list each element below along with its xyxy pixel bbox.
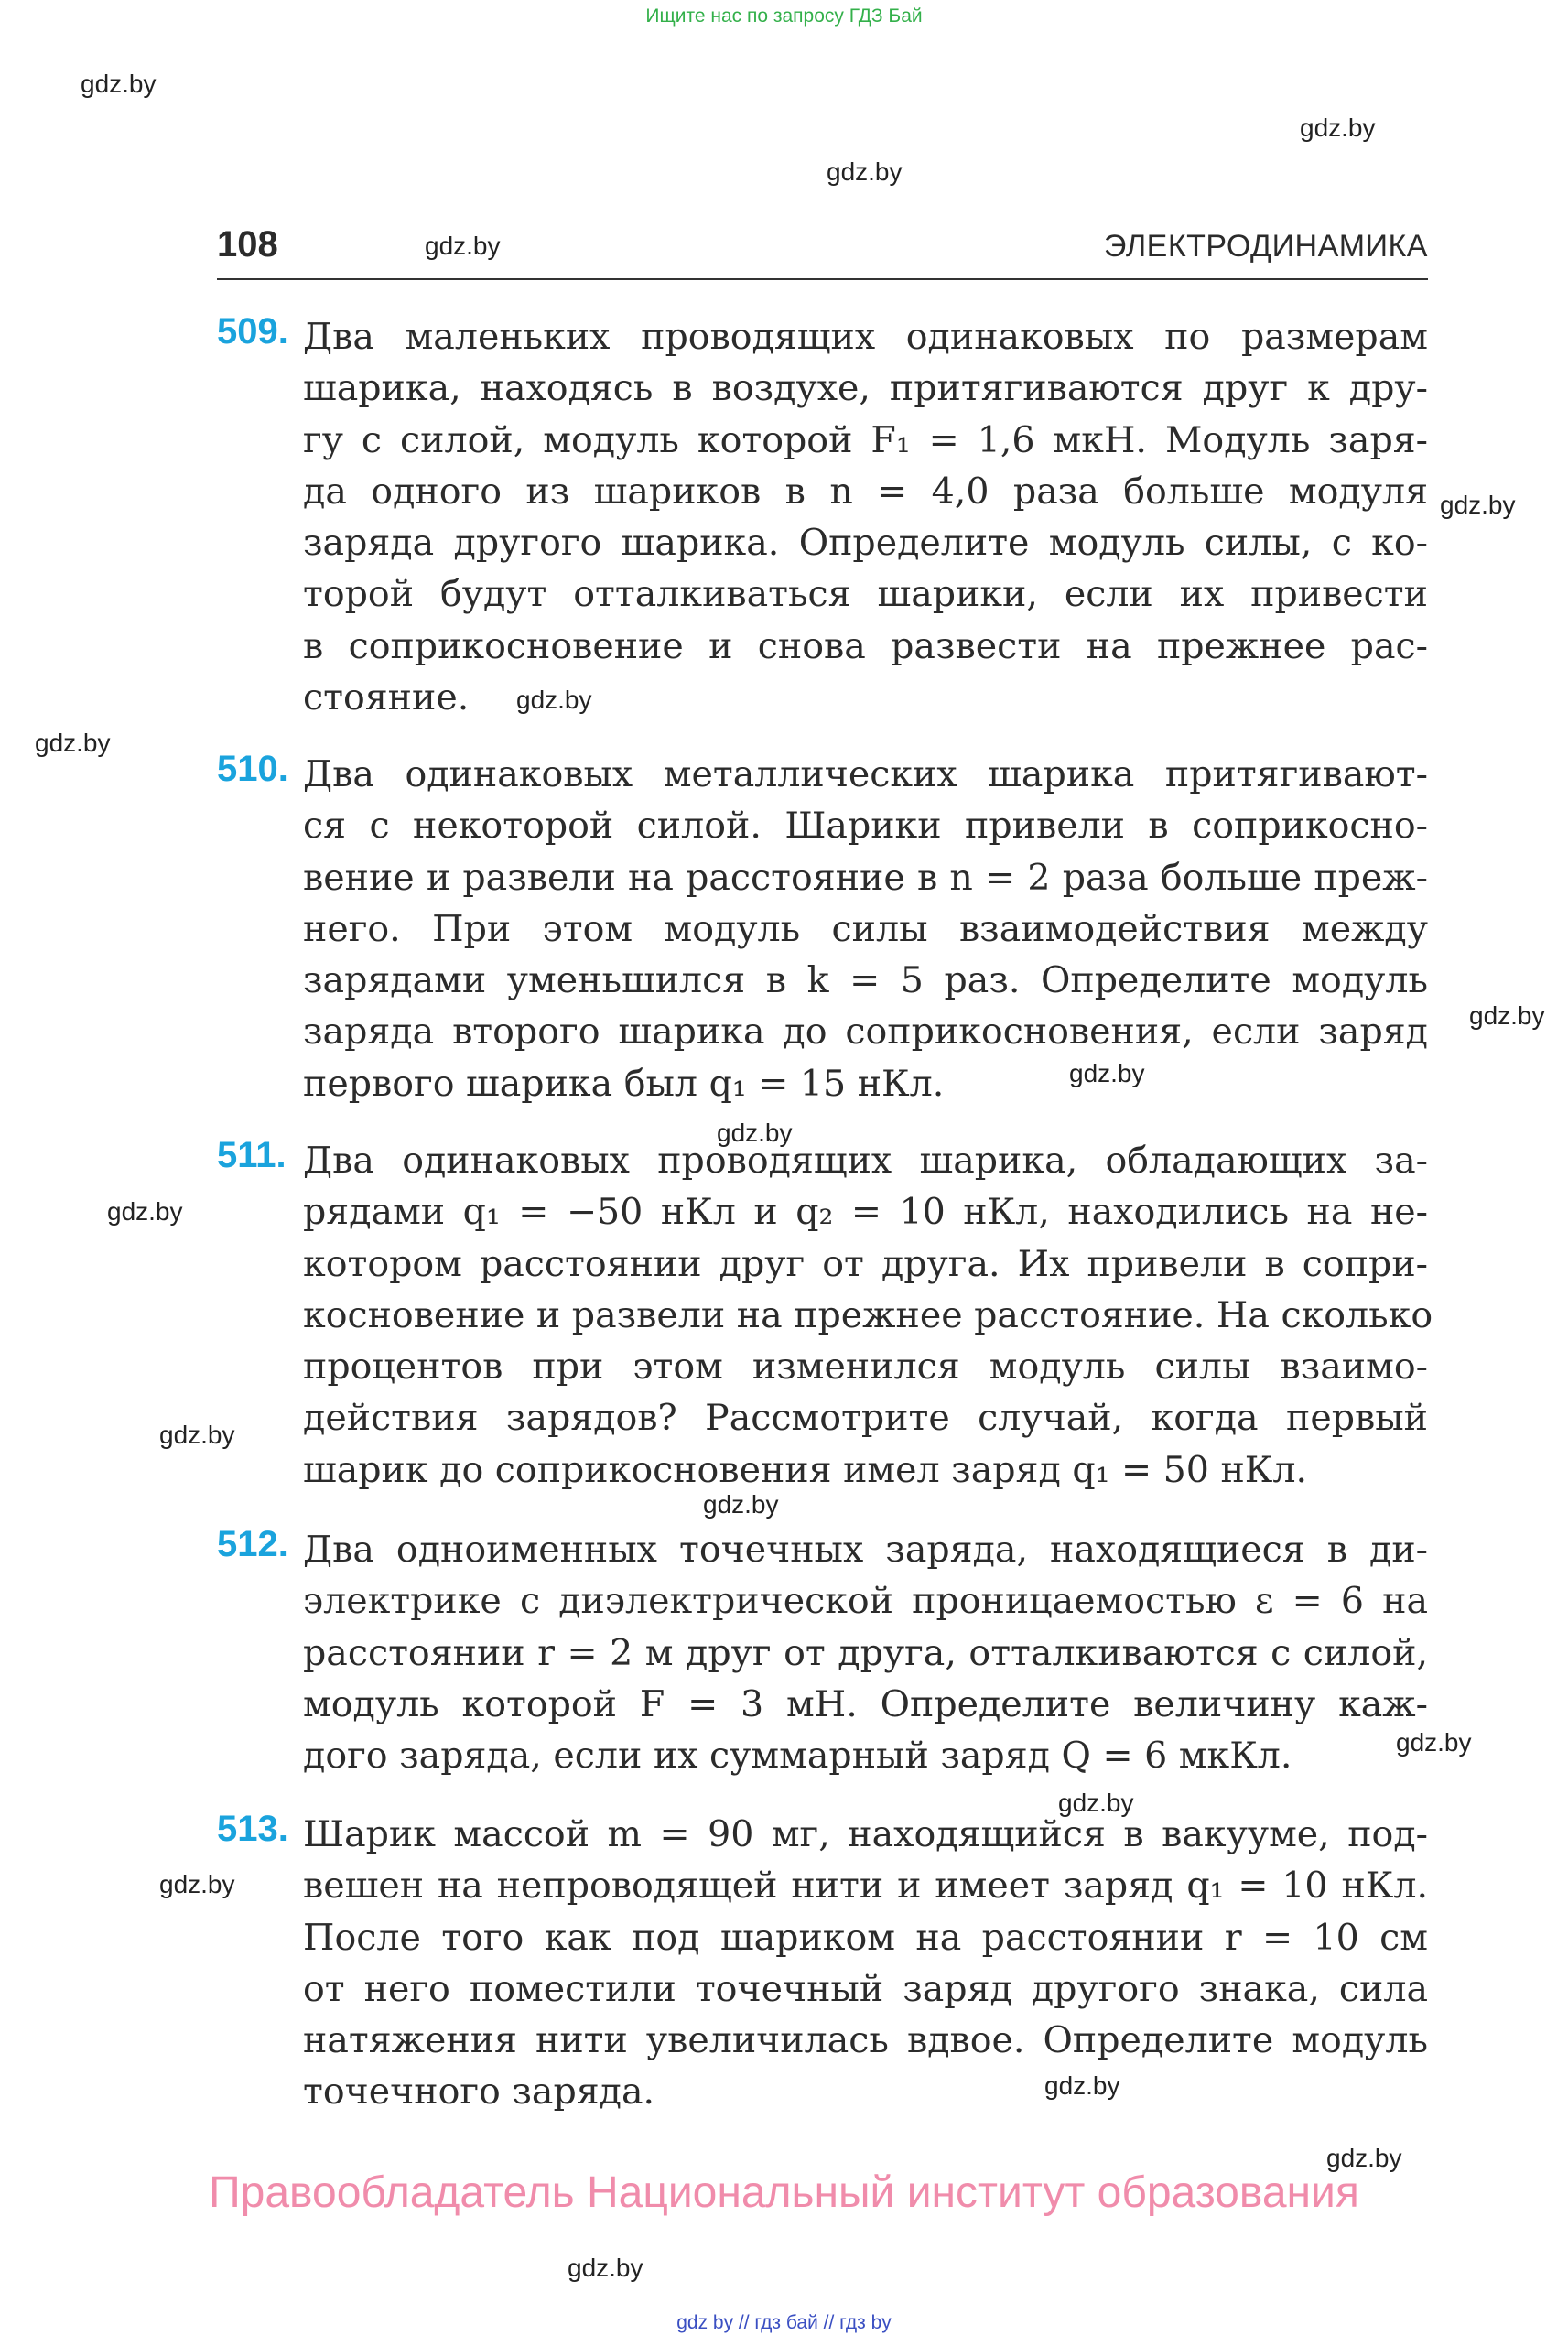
text-line: шарик до соприкосновения имел заряд q₁ = 50 нКл. xyxy=(303,1448,1308,1491)
text-line: модуль которой F = 3 мН. Определите величину каж- xyxy=(303,1682,1428,1725)
watermark: gdz.by xyxy=(1440,491,1516,519)
watermark: gdz.by xyxy=(1469,1001,1545,1030)
text-line: стояние. xyxy=(303,676,470,719)
watermark: gdz.by xyxy=(1058,1789,1134,1817)
problem-number: 511. xyxy=(217,1135,287,1175)
text-line: шарика, находясь в воздухе, притягиваются друг к дру- xyxy=(303,367,1428,410)
text-line: да одного из шариков в n = 4,0 раза больше модуля xyxy=(303,470,1428,513)
watermark: gdz.by xyxy=(1069,1059,1145,1087)
problem-text xyxy=(303,1809,1428,2118)
text-line: котором расстоянии друг от друга. Их привели в сопри- xyxy=(303,1242,1428,1285)
watermark: gdz.by xyxy=(1300,114,1376,142)
footer-links[interactable]: gdz by // гдз бай // гдз by xyxy=(676,2312,892,2333)
text-line: гу с силой, модуль которой F₁ = 1,6 мкН. Модуль заря- xyxy=(303,418,1428,461)
text-line: вение и развели на расстояние в n = 2 раза больше преж- xyxy=(303,856,1428,899)
text-line: от него поместили точечный заряд другого знака, сила xyxy=(303,1967,1428,2010)
text-line: Два одноименных точечных заряда, находящиеся в ди- xyxy=(303,1529,1428,1571)
text-line: рядами q₁ = −50 нКл и q₂ = 10 нКл, находились на не- xyxy=(303,1191,1428,1234)
text-line: Два одинаковых металлических шарика притягивают- xyxy=(303,753,1428,795)
text-line: заряда второго шарика до соприкосновения, если заряд xyxy=(303,1011,1428,1054)
watermark: gdz.by xyxy=(35,729,111,757)
problem-number: 509. xyxy=(217,311,288,351)
text-line: Шарик массой m = 90 мг, находящийся в вакууме, под- xyxy=(303,1813,1428,1855)
problem-number: 513. xyxy=(217,1809,288,1849)
section-title: ЭЛЕКТРОДИНАМИКА xyxy=(1104,229,1428,264)
watermark: gdz.by xyxy=(1044,2071,1120,2100)
text-line: электрике с диэлектрической проницаемостью ε = 6 на xyxy=(303,1580,1428,1623)
watermark: gdz.by xyxy=(107,1197,183,1226)
text-line: процентов при этом изменился модуль силы взаимо- xyxy=(303,1346,1428,1389)
watermark: gdz.by xyxy=(81,70,157,98)
problem-text xyxy=(303,1524,1428,1781)
text-line: косновение и развели на прежнее расстояние. На сколько xyxy=(303,1293,1433,1336)
watermark: gdz.by xyxy=(827,157,903,186)
problem-number: 510. xyxy=(217,749,288,789)
problem-number: 512. xyxy=(217,1524,288,1564)
problem-text xyxy=(303,1135,1433,1496)
watermark: gdz.by xyxy=(159,1870,235,1898)
text-line: Два одинаковых проводящих шарика, обладающих за- xyxy=(303,1140,1428,1182)
text-line: натяжения нити увеличилась вдвое. Определите модуль xyxy=(303,2019,1428,2062)
text-line: дого заряда, если их суммарный заряд Q = 6 мкКл. xyxy=(303,1735,1292,1778)
text-line: зарядами уменьшился в k = 5 раз. Определите модуль xyxy=(303,959,1428,1002)
text-line: расстоянии r = 2 м друг от друга, отталкиваются с силой, xyxy=(303,1631,1428,1674)
problem-text xyxy=(303,311,1428,723)
watermark: gdz.by xyxy=(425,232,501,260)
watermark: gdz.by xyxy=(568,2254,643,2282)
text-line: Два маленьких проводящих одинаковых по размерам xyxy=(303,316,1428,358)
text-line: вешен на непроводящей нити и имеет заряд q₁ = 10 нКл. xyxy=(303,1865,1428,1908)
text-line: ся с некоторой силой. Шарики привели в соприкосно- xyxy=(303,805,1428,848)
text-line: первого шарика был q₁ = 15 нКл. xyxy=(303,1062,945,1105)
text-line: заряда другого шарика. Определите модуль силы, с ко- xyxy=(303,522,1428,565)
text-line: После того как под шариком на расстоянии r = 10 см xyxy=(303,1916,1428,1959)
watermark: gdz.by xyxy=(703,1490,779,1519)
text-line: торой будут отталкиваться шарики, если их привести xyxy=(303,573,1428,616)
watermark: gdz.by xyxy=(159,1421,235,1449)
watermark: gdz.by xyxy=(1396,1728,1472,1757)
top-banner[interactable]: Ищите нас по запросу ГДЗ Бай xyxy=(645,5,923,27)
watermark: gdz.by xyxy=(1326,2144,1402,2172)
page-number: 108 xyxy=(217,224,278,265)
watermark: gdz.by xyxy=(516,686,592,714)
watermark: gdz.by xyxy=(717,1119,793,1147)
text-line: него. При этом модуль силы взаимодействия между xyxy=(303,907,1428,950)
header-divider xyxy=(217,278,1428,280)
problem-text xyxy=(303,749,1428,1109)
text-line: в соприкосновение и снова развести на прежнее рас- xyxy=(303,624,1428,667)
copyright-notice: Правообладатель Национальный институт образования xyxy=(209,2168,1359,2217)
text-line: точечного заряда. xyxy=(303,2070,655,2114)
text-line: действия зарядов? Рассмотрите случай, когда первый xyxy=(303,1397,1428,1440)
